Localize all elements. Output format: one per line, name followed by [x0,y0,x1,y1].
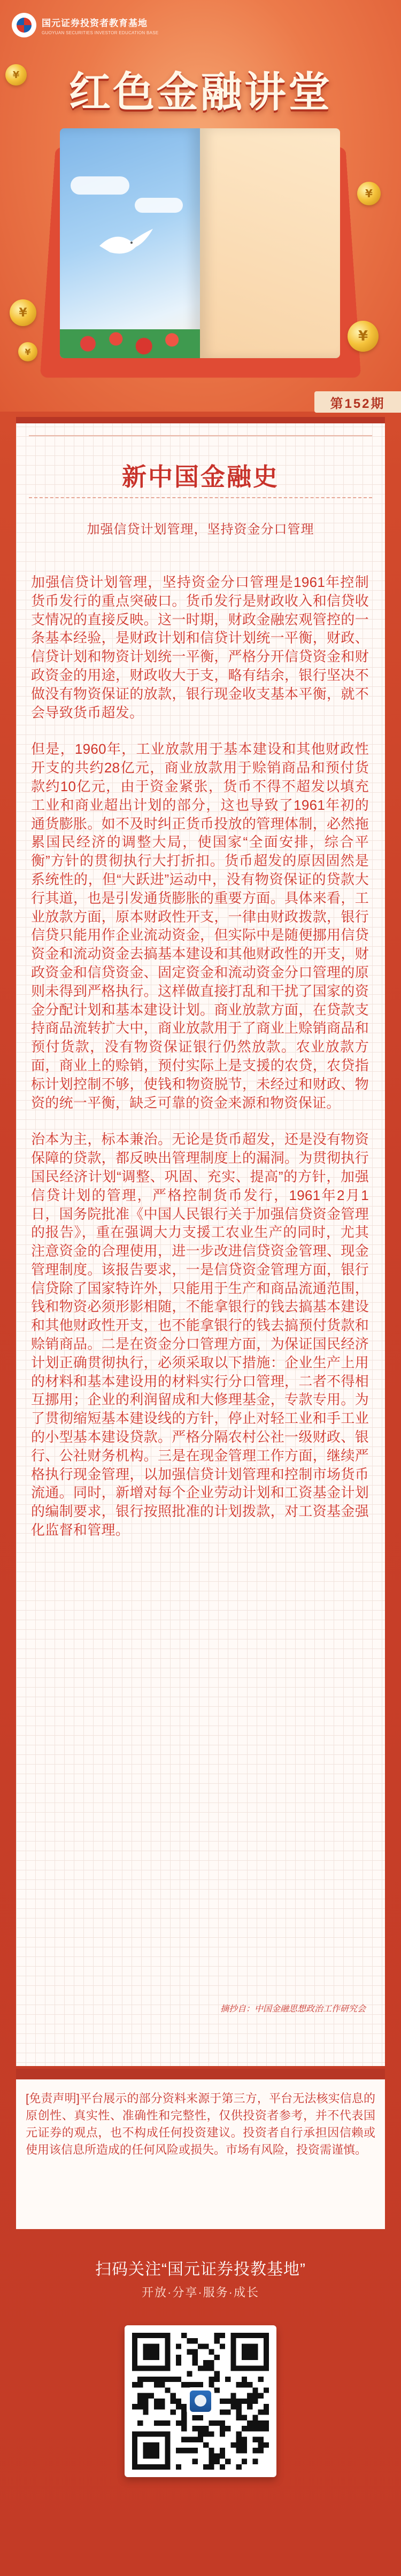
qr-module [143,2409,148,2415]
qr-module [242,2377,247,2382]
qr-module [137,2399,143,2404]
qr-module [258,2448,264,2453]
book-left-page-illustration [60,128,200,358]
qr-module [225,2459,230,2464]
qr-module [198,2343,203,2349]
book-right-page [200,128,340,358]
qr-module [198,2426,203,2431]
qr-module [214,2453,220,2458]
qr-module [252,2387,258,2393]
issue-number-tag: 第152期 [314,391,401,413]
cloud-decoration [71,176,129,195]
disclaimer-top-bar [16,2069,385,2079]
qr-module [247,2404,252,2409]
footer-slogan: 开放·分享·服务·成长 [142,2286,259,2299]
qr-module [236,2464,242,2470]
qr-module [171,2393,176,2399]
qr-module [143,2393,148,2399]
qr-module [165,2387,170,2393]
qr-module [181,2404,187,2409]
qr-module [187,2448,192,2453]
qr-module [242,2437,247,2442]
qr-module [187,2382,192,2387]
article-subtitle: 加强信贷计划管理，坚持资金分口管理 [87,522,314,537]
qr-module [143,2377,148,2382]
qr-code[interactable] [125,2325,276,2477]
qr-module [203,2426,209,2431]
qr-module [209,2464,214,2470]
qr-module [258,2437,264,2442]
qr-module [242,2415,247,2420]
qr-module [214,2420,220,2426]
qr-module [242,2448,247,2453]
qr-module [149,2393,154,2399]
qr-module [242,2399,247,2404]
qr-module [176,2448,181,2453]
qr-module [159,2377,165,2382]
qr-module [247,2393,252,2399]
coin-icon [18,342,37,361]
qr-module [230,2393,236,2399]
qr-module [176,2420,181,2426]
qr-module [247,2420,252,2426]
qr-module [181,2448,187,2453]
qr-module [181,2382,187,2387]
qr-module [209,2349,214,2355]
qr-module [225,2399,230,2404]
qr-module [258,2420,264,2426]
qr-module [149,2377,154,2382]
qr-module [176,2360,181,2365]
qr-module [242,2382,247,2387]
qr-module [258,2426,264,2431]
qr-module [209,2360,214,2365]
qr-module [154,2377,159,2382]
qr-module [143,2399,148,2404]
qr-module [198,2437,203,2442]
qr-module [220,2453,225,2458]
brand-header [12,13,159,37]
qr-module [187,2338,192,2343]
qr-module [176,2343,181,2349]
qr-module [198,2431,203,2436]
title-divider [29,497,372,498]
article-title: 新中国金融史 [122,463,279,491]
qr-module [209,2365,214,2371]
qr-module [236,2382,242,2387]
qr-module [181,2437,187,2442]
qr-module [225,2409,230,2415]
qr-module [209,2459,214,2464]
qr-module [159,2399,165,2404]
qr-finder [143,2343,159,2360]
coin-icon [348,321,379,352]
qr-module [192,2338,198,2343]
card-divider [29,435,372,436]
qr-module [214,2377,220,2382]
qr-module [192,2437,198,2442]
qr-module [181,2415,187,2420]
qr-module [258,2442,264,2448]
qr-module [252,2420,258,2426]
qr-module [252,2448,258,2453]
brand-name: 国元证券投资者教育基地 [42,18,148,28]
qr-module [236,2448,242,2453]
qr-module [176,2355,181,2360]
qr-module [220,2426,225,2431]
qr-module [214,2371,220,2377]
qr-module [220,2464,225,2470]
qr-module [171,2377,176,2382]
qr-module [236,2404,242,2409]
qr-module [264,2404,269,2409]
coin-icon [357,182,381,205]
qr-module [252,2415,258,2420]
qr-module [154,2420,159,2426]
qr-module [137,2377,143,2382]
qr-module [203,2464,209,2470]
qr-module [242,2426,247,2431]
disclaimer-text: [免责声明]平台展示的部分资料来源于第三方，平台无法核实信息的原创性、真实性、准确性和完整性，仅供投资者参考，并不代表国元证券的观点，也不构成任何投资建议。投资者自行承担因信赖或使用该信息所造成的任何风险或损失。市场有风险，投资需谨慎。 [26,2092,375,2156]
qr-module [247,2382,252,2387]
coin-icon [5,64,27,86]
qr-module [252,2459,258,2464]
qr-module [187,2437,192,2442]
qr-module [187,2349,192,2355]
qr-module [258,2393,264,2399]
qr-module [132,2382,137,2387]
qr-module [214,2387,220,2393]
qr-module [247,2399,252,2404]
brand-logo-icon [12,13,36,37]
qr-module [203,2442,209,2448]
article-paragraph: 治本为主，标本兼治。无论是货币超发，还是没有物资保障的贷款，都反映出管理制度上的漏洞。为贯彻执行国民经济计划“调整、巩固、充实、提高”的方针，加强信贷计划的管理，严格控制货币发行，1961年2月1日，国务院批准《中国人民银行关于加强信贷资金管理的报告》，重在强调大力支援工农业生产的同时，尤其注意资金的合理使用，进一步改进信贷资金管理、现金管理制度。该报告要求，一是信贷资金管理方面，银行信贷除了国家特许外，只能用于生产和商品流通范围，钱和物资必须形影相随，不能拿银行的钱去搞基本建设和其他财政性开支，也不能拿银行的钱去搞预付货款和赊销商品。二是在资金分口管理方面，为保证国民经济计划正确贯彻执行，必须采取以下措施：企业生产上用的材料和基本建设用的材料实行分口管理，二者不得相互挪用；企业的利润留成和大修理基金，专款专用。为了贯彻缩短基本建设线的方针，停止对轻工业和手工业的小型基本建设贷款。严格分隔农村公社一级财政、银行、公社财务机构。三是在现金管理工作方面，继续严格执行现金管理，以加强信贷计划管理和控制市场货币流通。同时，新增对每个企业劳动计划和工资基金计划的编制要求，银行按照批准的计划拨款，对工资基金强化监督和管理。 [31,1131,369,1538]
article-body [31,573,369,1558]
qr-module [192,2426,198,2431]
qr-module [159,2404,165,2409]
qr-module [198,2365,203,2371]
qr-module [220,2333,225,2338]
qr-module [181,2333,187,2338]
hero-banner [0,0,401,412]
qr-module [209,2453,214,2458]
article-card [16,417,385,2066]
qr-module [264,2387,269,2393]
qr-module [176,2404,181,2409]
qr-module [198,2415,203,2420]
qr-module [230,2404,236,2409]
dove-icon [94,225,158,262]
qr-module [159,2420,165,2426]
qr-module [176,2399,181,2404]
qr-module [264,2442,269,2448]
qr-module [192,2382,198,2387]
qr-module [209,2431,214,2436]
qr-module [209,2448,214,2453]
qr-module [171,2409,176,2415]
card-top-bar [16,417,385,423]
qr-module [220,2431,225,2436]
qr-module [236,2399,242,2404]
qr-module [242,2459,247,2464]
brand-name-en: GUOYUAN SECURITIES INVESTOR EDUCATION BASE [42,30,159,35]
qr-module [209,2382,214,2387]
scan-follow-title: 扫码关注“国元证券投教基地” [95,2261,306,2278]
qr-module [236,2415,242,2420]
qr-module [203,2431,209,2436]
qr-module [252,2393,258,2399]
qr-module [220,2399,225,2404]
qr-module [225,2377,230,2382]
qr-module [252,2437,258,2442]
qr-module [176,2464,181,2470]
qr-module [220,2420,225,2426]
qr-module [137,2393,143,2399]
qr-module [181,2420,187,2426]
coin-icon [10,299,36,326]
qr-module [220,2343,225,2349]
qr-module [258,2377,264,2382]
qr-module [137,2404,143,2409]
qr-module [214,2333,220,2338]
qr-module [137,2420,143,2426]
qr-module [159,2382,165,2387]
qr-module [143,2404,148,2409]
qr-module [214,2338,220,2343]
qr-module [181,2409,187,2415]
qr-module [236,2409,242,2415]
qr-module [214,2459,220,2464]
qr-center-logo-icon [187,2387,214,2415]
qr-module [187,2371,192,2377]
article-paragraph: 加强信贷计划管理，坚持资金分口管理是1961年控制货币发行的重点突破口。货币发行是财政收入和信贷收支情况的直接反映。这一时期，财政金融宏观管控的一条基本经验，是财政计划和信贷计划统一平衡，财政、信贷计划和物资计划统一平衡，严格分开信贷资金和财政资金的用途，财政收大于支，略有结余，银行坚决不做没有物资保证的放款，银行现金收支基本平衡，就不会导致货币超发。 [31,574,369,721]
qr-module [192,2448,198,2453]
qr-finder [242,2343,258,2360]
qr-module [264,2420,269,2426]
qr-module [225,2426,230,2431]
qr-module [264,2409,269,2415]
qr-module [198,2382,203,2387]
qr-module [252,2399,258,2404]
qr-module [220,2409,225,2415]
qr-module [192,2355,198,2360]
qr-module [176,2377,181,2382]
article-byline: 摘抄自：中国金融思想政治工作研究会 [220,2005,366,2014]
qr-module [165,2377,170,2382]
qr-module [220,2448,225,2453]
cloud-decoration [135,198,183,213]
qr-module [264,2426,269,2431]
qr-module [181,2426,187,2431]
qr-module [258,2409,264,2415]
qr-finder [143,2442,159,2459]
qr-module [209,2420,214,2426]
qr-module [236,2442,242,2448]
qr-module [242,2442,247,2448]
qr-module [154,2404,159,2409]
qr-module [203,2343,209,2349]
qr-module [203,2365,209,2371]
qr-module [203,2360,209,2365]
qr-module [192,2415,198,2420]
qr-module [132,2404,137,2409]
flowers-decoration [60,310,200,358]
qr-module [236,2431,242,2436]
qr-module [230,2399,236,2404]
qr-module [192,2349,198,2355]
qr-module [214,2355,220,2360]
qr-module [236,2437,242,2442]
article-paragraph: 但是，1960年，工业放款用于基本建设和其他财政性开支的共约28亿元，商业放款用于赊销商品和预付货款约10亿元，由于资金紧张，货币不得不超发以填充工业和商业超出计划的部分，这也导致了1961年初的通货膨胀。如不及时纠正货币投放的管理体制，必然拖累国民经济的调整大局，使国家“全面安排，综合平衡”方针的贯彻执行大打折扣。货币超发的原因固然是系统性的，但“大跃进”运动中，没有物资保证的贷款大行其道，也是引发通货膨胀的重要方面。具体来看，工业放款方面，原本财政性开支，一律由财政拨款，银行信贷只能用作企业流动资金，但实际中是随便挪用信贷资金和流动资金去搞基本建设和其他财政性的开支，财政资金和信贷资金、固定资金和流动资金分口管理的原则未得到严格执行。这样做直接打乱和干扰了国家的资金分配计划和基本建设计划。商业放款方面，在贷款支持商品流转扩大中，商业放款用于了商业上赊销商品和预付货款，没有物资保证银行仍然放款。农业放款方面，商业上的赊销，预付实际上是支援的农贷，农贷指标计划控制不够，使钱和物资脱节，未经过和财政、物资的统一平衡，缺乏可靠的资金来源和物资保证。 [31,741,369,1111]
qr-module [209,2377,214,2382]
qr-module [252,2426,258,2431]
qr-module [137,2382,143,2387]
qr-module [230,2442,236,2448]
qr-module [154,2382,159,2387]
qr-module [165,2420,170,2426]
qr-module [247,2426,252,2431]
hero-title: 红色金融讲堂 [68,68,332,115]
qr-module [154,2399,159,2404]
qr-module [192,2459,198,2464]
qr-module [171,2399,176,2404]
qr-module [192,2360,198,2365]
